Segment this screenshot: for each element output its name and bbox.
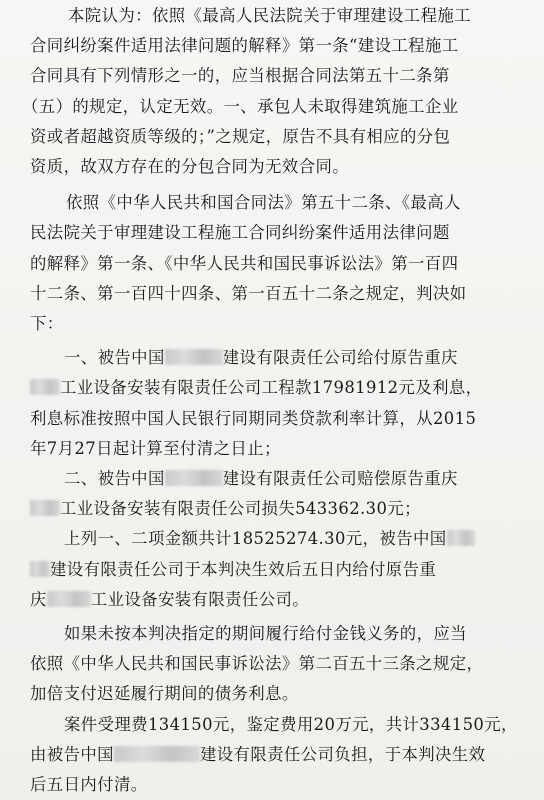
redaction-mark (165, 349, 223, 365)
text-line: 一、被告中国 建设有限责任公司给付原告重庆 (64, 348, 458, 367)
text-line: 资质，故双方存在的分包合同为无效合同。 (30, 157, 350, 176)
text-line: 上列一、二项金额共计18525274.30元，被告中国 (0, 529, 544, 549)
text-line: 庆 工业设备安装有限责任公司。 (30, 590, 310, 609)
text-line: 工业设备安装有限责任公司工程款17981912元及利息， (0, 378, 544, 398)
text-line: 年7月27日起计算至付清之日止； (30, 439, 281, 458)
text-line: 工业设备安装有限责任公司损失543362.30元； (0, 499, 544, 519)
text-line: 由被告中国 建设有限责任公司负担，于本判决生效 (30, 745, 486, 764)
text-line: 合同纠纷案件适用法律问题的解释》第一条“建设工程施工 (30, 36, 459, 55)
text-line: 民法院关于审理建设工程施工合同纠纷案件适用法律问题 (30, 223, 450, 242)
text-line: 资或者超越资质等级的；”之规定，原告不具有相应的分包 (30, 127, 451, 146)
text-line: 合同具有下列情形之一的，应当根据合同法第五十二条第 (30, 66, 450, 85)
text-line: 本院认为：依照《最高人民法院关于审理建设工程施工 (68, 6, 471, 25)
redaction-mark (165, 470, 223, 486)
text-line: （五）的规定，认定无效。一、承包人未取得建筑施工企业 (22, 97, 459, 116)
text-line: 利息标准按照中国人民银行同期同类贷款利率计算，从2015 (30, 409, 477, 428)
text-line: 建设有限责任公司于本判决生效后五日内给付原告重 (0, 560, 544, 580)
redaction-mark (47, 591, 91, 607)
text-line: 依照《中华人民共和国民事诉讼法》第二百五十三条之规定， (30, 654, 484, 673)
text-line: 下： (30, 314, 64, 333)
text-line: 二、被告中国 建设有限责任公司赔偿原告重庆 (64, 469, 458, 488)
redaction-mark (114, 746, 200, 762)
redaction-mark (30, 500, 60, 516)
text-line: 案件受理费134150元，鉴定费用20万元，共计334150元， (64, 715, 518, 734)
redaction-mark (30, 379, 60, 395)
text-line: 如果未按本判决指定的期间履行给付金钱义务的，应当 (64, 624, 467, 643)
text-line: 十二条、第一百四十四条、第一百五十二条之规定，判决如 (30, 284, 467, 303)
text-line: 依照《中华人民共和国合同法》第五十二条、《最高人 (66, 193, 461, 212)
redaction-mark (447, 530, 475, 546)
redaction-mark (30, 561, 50, 577)
text-line: 加倍支付迟延履行期间的债务利息。 (30, 684, 299, 703)
text-line: 的解释》第一条、《中华人民共和国民事诉讼法》第一百四 (30, 254, 459, 273)
text-line: 后五日内付清。 (30, 775, 148, 794)
